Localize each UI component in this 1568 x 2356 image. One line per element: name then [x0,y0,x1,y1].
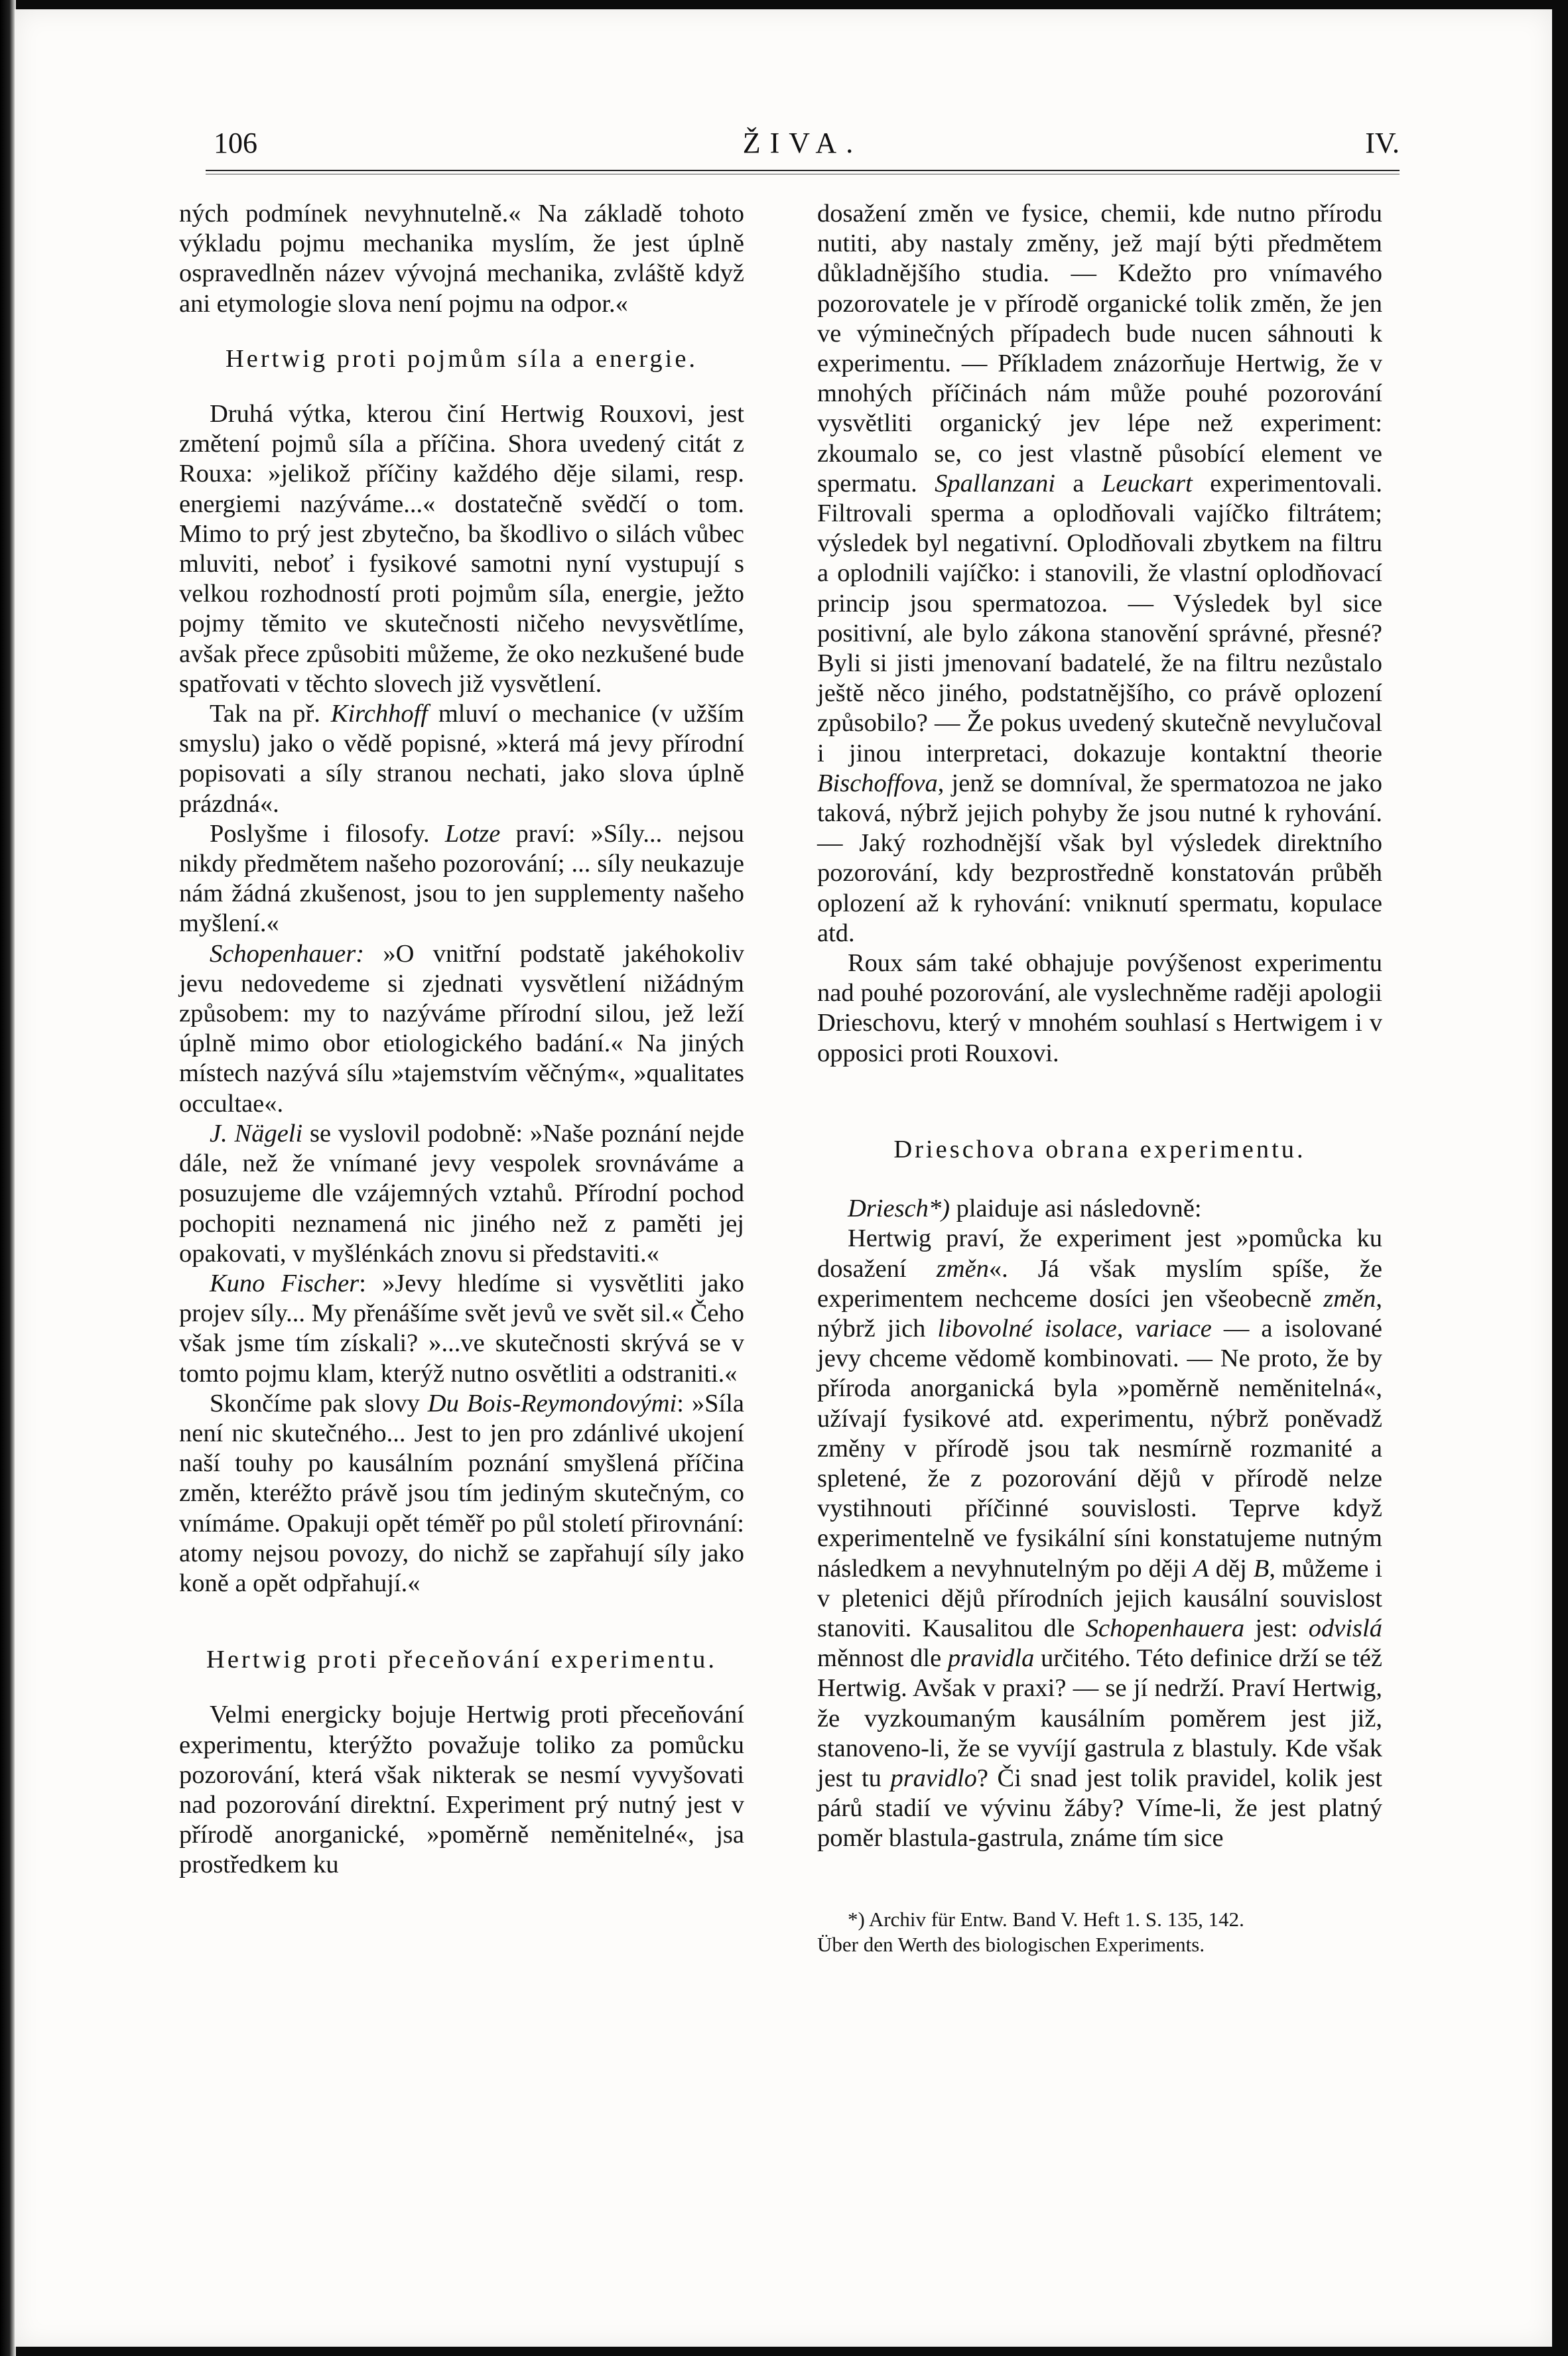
journal-title: ŽIVA. [742,127,863,159]
scan-edge [0,0,16,2356]
author-name: Spallanzani [935,469,1055,497]
paragraph: dosažení změn ve fysice, chemii, kde nutno přírodu nutiti, aby nastaly změny, jež mají býti předmětem důkladnějšího studia. — Kdežto pro vnímavého pozorovatele je v přírodě organické tolik změn, že jen ve výminečných případech bude nucen sáhnouti k experimentu. — Příkladem znázorňuje Hertwig, že v mnohých příčinách nám může pouhé pozorování vysvětliti organický jev lépe než experiment: zkoumalo se, co jest vlastně působící element ve spermatu. Spallanzani a Leuckart experimentovali. Filtrovali sperma a oplodňovali vajíčko filtrátem; výsledek byl negativní. Oplodňovali zbytkem na filtru a oplodnili vajíčko: i stanovili, že vlastní oplodňovací princip jsou spermatozoa. — Výsledek byl sice positivní, ale bylo zákona stanovění správné, přesné? Byli si jisti jmenovaní badatelé, že na filtru nezůstalo ještě něco jiného, podstatnějšího, co právě oplození způsobilo? — Že pokus uvedený skutečně nevylučoval i jinou interpretaci, dokazuje kontaktní theorie Bischoffova, jenž se domníval, že spermatozoa ne jako taková, nýbrž jejich pohyby že jsou nutné k ryhování. — Jaký rozhodnější však byl výsledek direktního pozorování, kdy bezprostředně konstatován průběh oplození až k ryhování: vniknutí spermatu, kopulace atd. [817,200,1382,947]
section-heading: Hertwig proti přeceňování experimentu. [206,1646,717,1674]
paragraph: Schopenhauer: »O vnitřní podstatě jakéhokoliv jevu nedovedeme si zjednati vysvětlení nižádným způsobem: my to nazýváme přírodní silou, jež leží úplně mimo obor etiologického badání.« Na jiných místech nazývá sílu »tajemstvím věčným«, »qualitates occultae«. [179,939,744,1118]
right-column [817,199,1382,1957]
left-column [179,199,744,1880]
author-name: Leuckart [1101,469,1193,497]
running-header [206,126,1400,168]
section-heading: Drieschova obrana experimentu. [893,1135,1306,1163]
paragraph: J. Nägeli se vyslovil podobně: »Naše poznání nejde dále, než že vnímané jevy vespolek srovnáváme a posuzujeme dle vzájemných vztahů. Přírodní pochod pochopiti neznamená nic jiného než z paměti jej opakovati, v myšlénkách znovu si představiti.« [179,1119,745,1268]
author-name: J. Nägeli [210,1119,303,1147]
paragraph: Roux sám také obhajuje povýšenost experimentu nad pouhé pozorování, ale vyslechněme raději apologii Drieschovu, který v mnohém souhlasí s Hertwigem i v opposici proti Rouxovi. [817,949,1382,1067]
paragraph: Driesch*) plaiduje asi následovně: [848,1195,1202,1223]
section-heading: Hertwig proti pojmům síla a energie. [225,344,698,373]
paragraph: Tak na př. Kirchhoff mluví o mechanice (v užším smyslu) jako o vědě popisné, »která má jevy přírodní popisovati a síly stranou nechati, jako slova úplně prázdná«. [179,700,744,818]
paragraph: Kuno Fischer: »Jevy hledíme si vysvětliti jako projev síly... My přenášíme svět jevů ve svět sil.« Čeho však jsme tím získali? »...ve skutečnosti skrývá se v tomto pojmu klam, kterýž nutno osvětliti a odstraniti.« [179,1269,744,1388]
paragraph: Hertwig praví, že experiment jest »pomůcka ku dosažení změn«. Já však myslím spíše, že experimentem nechceme dosíci jen všeobecně změn, nýbrž jich libovolné isolace, variace — a isolované jevy chceme vědomě kombinovati. — Ne proto, že by příroda anorganická byla »poměrně neměnitelná«, užívají fysikové atd. experimentu, nýbrž poněvadž změny v přírodě jsou tak nesmírně rozmanité a spletené, že z pozorování dějů v přírodě nelze vystihnouti příčinné souvislosti. Teprve když experimentelně ve fysikální síni konstatujeme nutným následkem a nevyhnutelným po ději A děj B, můžeme i v pletenici dějů přírodních jejich kausální souvislost stanoviti. Kausalitou dle Schopenhauera jest: odvislá měnnost dle pravidla určitého. Této definice drží se též Hertwig. Avšak v praxi? — se jí nedrží. Praví Hertwig, že vyzkoumaným kausálním poměrem jest již, stanoveno-li, že se vyvíjí gastrula z blastuly. Kde však jest tu pravidlo? Či snad jest tolik pravidel, kolik jest párů stadií ve vývinu žáby? Víme-li, že jest platný poměr blastula-gastrula, známe tím sice [817,1224,1383,1853]
paragraph: Druhá výtka, kterou činí Hertwig Rouxovi, jest změtení pojmů síla a příčina. Shora uvedený citát z Rouxa: »jelikož příčiny každého děje silami, resp. energiemi nazýváme...« dostatečně svědčí o tom. Mimo to prý jest zbytečno, ba škodlivo o silách vůbec mluviti, neboť i fysikové samotni nyní vystupují s velkou rozhodností proti pojmům síla, energie, ježto pojmy těmito ve skutečnosti ničeho nevysvětlíme, avšak přece způsobiti můžeme, že oko nezkušené bude spatřovati v těchto slovech již vysvětlení. [179,400,744,698]
author-name: Driesch*) [848,1195,950,1223]
paragraph: ných podmínek nevyhnutelně.« Na základě tohoto výkladu pojmu mechanika myslím, že jest úplně ospravedlněn název vývojná mechanika, zvláště když ani etymologie slova není pojmu na odpor.« [179,200,744,318]
paragraph: Poslyšme i filosofy. Lotze praví: »Síly... nejsou nikdy předmětem našeho pozorování; ... síly neukazuje nám žádná zkušenost, jsou to jen supplementy našeho myšlení.« [179,819,745,938]
paragraph: Skončíme pak slovy Du Bois-Reymondovými: »Síla není nic skutečného... Jest to jen pro zdánlivé ukojení naší touhy po kausálním poznání smyšlená příčina změn, kteréžto právě jsou tím jediným skutečným, co vnímáme. Opakuji opět téměř po půl století přirovnání: atomy nejsou povozy, do nichž se zapřahují síly jako koně a opět odpřahují.« [179,1389,745,1597]
footnote [817,1907,1382,1957]
author-name: Schopenhauer: [210,939,365,968]
paragraph: Velmi energicky bojuje Hertwig proti přeceňování experimentu, kterýžto považuje toliko za pomůcku pozorování, která však nikterak se nesmí vyvyšovati nad pozorování direktní. Experiment prý nutný jest v přírodě anorganické, »poměrně neměnitelné«, jsa prostředkem ku [179,1701,744,1879]
author-name: Schopenhauera [1085,1614,1245,1642]
author-name: Kirchhoff [330,700,428,728]
author-name: Du Bois-Reymondovými [427,1389,677,1417]
author-name: Lotze [444,819,501,848]
page-number: 106 [214,127,257,159]
footnote-line: *) Archiv für Entw. Band V. Heft 1. S. 135, 142. [848,1907,1244,1931]
author-name: Kuno Fischer [210,1269,359,1297]
header-rule [206,170,1400,171]
footnote-line: Über den Werth des biologischen Experiments. [817,1932,1205,1956]
author-name: Bischoffova [817,769,938,797]
volume-number: IV. [1365,127,1400,159]
